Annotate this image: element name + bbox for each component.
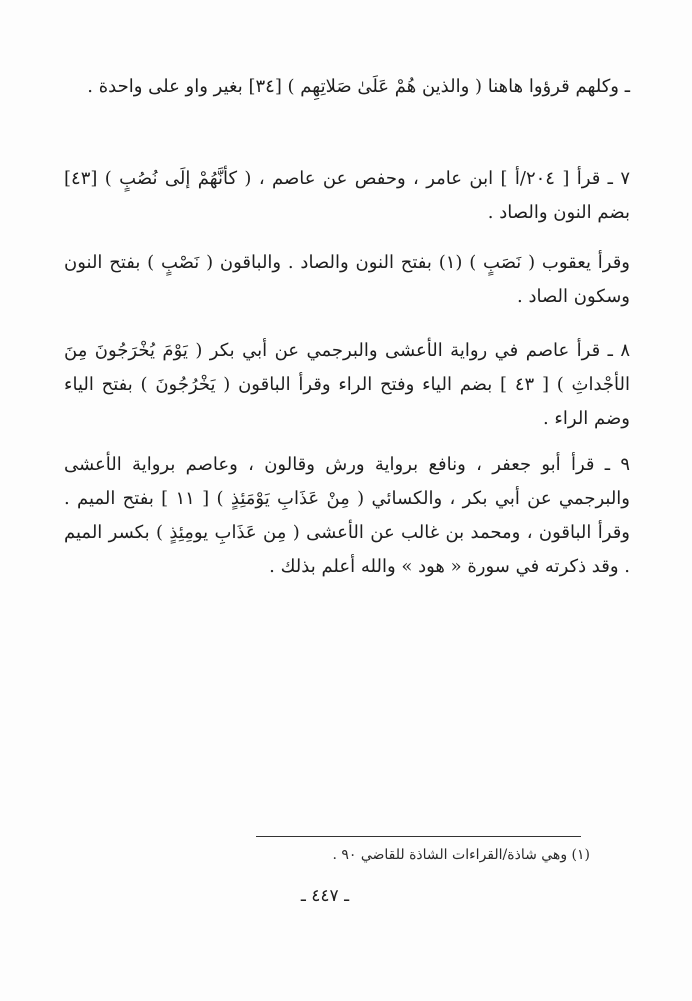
page-number: ـ ٤٤٧ ـ bbox=[300, 886, 350, 906]
paragraph-yaqub: وقرأ يعقوب ( نَصَبٍ ) (١) بفتح النون والصاد . والباقون ( نَصْبٍ ) بفتح النون وسكون الصاد . bbox=[64, 252, 630, 307]
footnote: (١) وهي شاذة/القراءات الشاذة للقاضي ٩٠ . bbox=[332, 847, 590, 863]
paragraph-item-7: ٧ ـ قرأ [ ٢٠٤/أ ] ابن عامر ، وحفص عن عاصم ، ( كأنَّهُمْ إلَى نُصُبٍ ) [٤٣] بضم النون والصاد . bbox=[64, 168, 630, 223]
paragraph-item-9: ٩ ـ قرأ أبو جعفر ، ونافع برواية ورش وقالون ، وعاصم برواية الأعشى والبرجمي عن أبي بكر ، والكسائي ( مِنْ عَذَابِ يَوْمَئِذٍ ) [ ١١ ] بفتح الميم . وقرأ الباقون ، ومحمد بن غالب عن الأعشى ( مِن عَذَابِ يومِئِذٍ ) بكسر الميم . وقد ذكرته في سورة « هود » والله أعلم بذلك . bbox=[64, 454, 630, 577]
paragraph-item-8: ٨ ـ قرأ عاصم في رواية الأعشى والبرجمي عن أبي بكر ( يَوْمَ يُخْرَجُونَ مِنَ الأجْداثِ ) [ ٤٣ ] بضم الياء وفتح الراء وقرأ الباقون ( يَخْرُجُونَ ) بفتح الياء وضم الراء . bbox=[64, 340, 630, 429]
paragraph-continuation: ـ وكلهم قرؤوا هاهنا ( والذين هُمْ عَلَىٰ صَلاتِهِم ) [٣٤] بغير واو على واحدة . bbox=[87, 76, 630, 97]
footnote-divider bbox=[256, 836, 581, 837]
